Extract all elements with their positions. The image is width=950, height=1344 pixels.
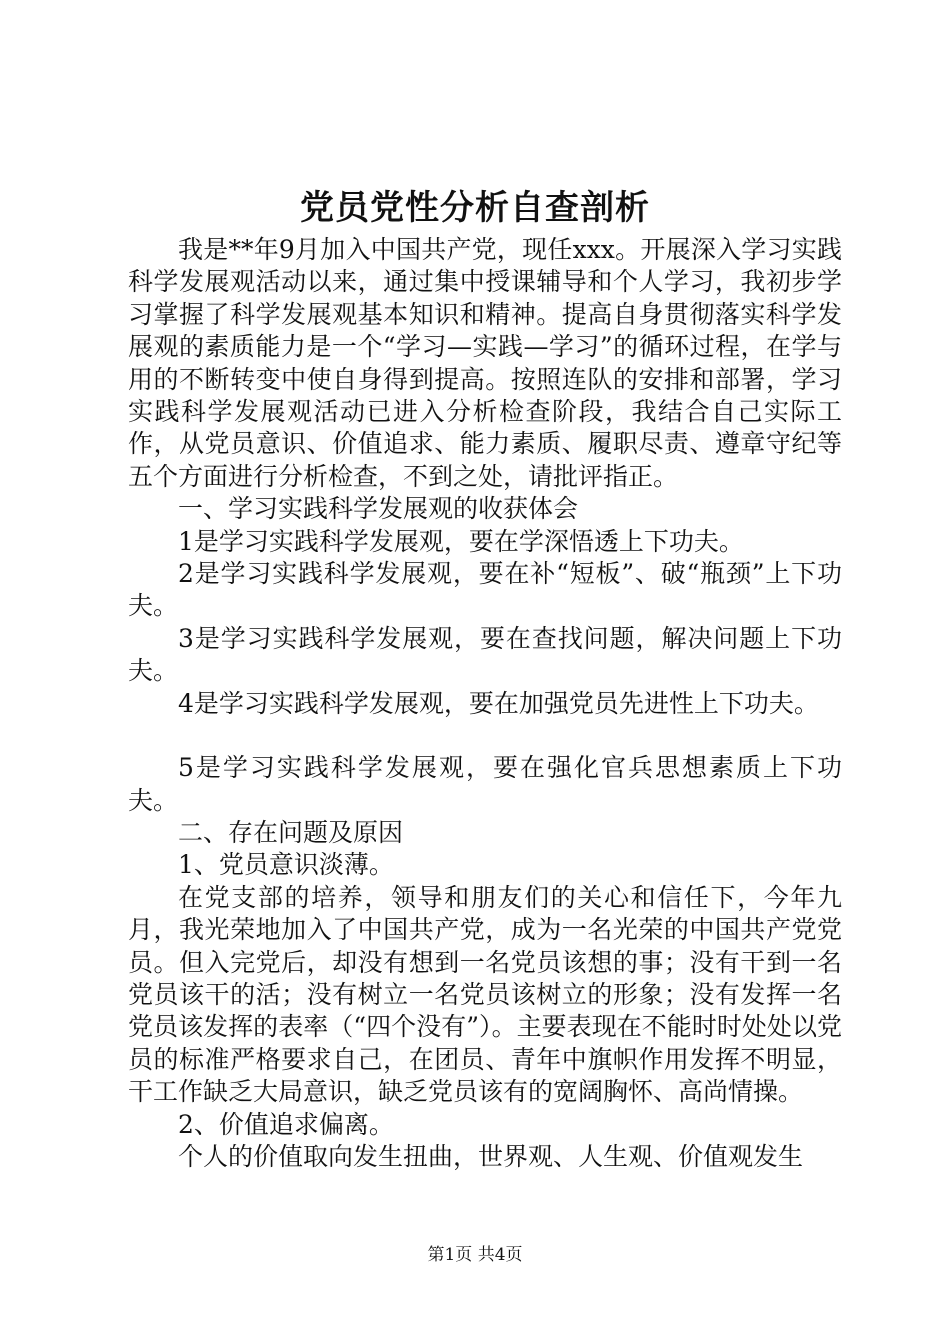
list-item: 3是学习实践科学发展观，要在查找问题，解决问题上下功夫。 [128, 623, 842, 686]
paragraph-intro: 我是**年9月加入中国共产党，现任xxx。开展深入学习实践科学发展观活动以来，通过集中授课辅导和个人学习，我初步学习掌握了科学发展观基本知识和精神。提高自身贯彻落实科学发展观的素质能力是一个“学习—实践—学习”的循环过程，在学与用的不断转变中使自身得到提高。按照连队的安排和部署，学习实践科学发展观活动已进入分析检查阶段，我结合自己实际工作，从党员意识、价值追求、能力素质、履职尽责、遵章守纪等五个方面进行分析检查，不到之处，请批评指正。 [128, 235, 842, 491]
list-item: 2是学习实践科学发展观，要在补“短板”、破“瓶颈”上下功夫。 [128, 559, 842, 621]
section-heading-1: 一、学习实践科学发展观的收获体会 [178, 494, 579, 524]
list-item: 5是学习实践科学发展观，要在强化官兵思想素质上下功夫。 [128, 753, 842, 815]
paragraph: 个人的价值取向发生扭曲，世界观、人生观、价值观发生 [178, 1141, 804, 1171]
document-title: 党员党性分析自查剖析 [300, 188, 650, 228]
page-footer: 第1页 共4页 [427, 1245, 523, 1265]
paragraph: 在党支部的培养，领导和朋友们的关心和信任下，今年九月，我光荣地加入了中国共产党，成为一名光荣的中国共产党党员。但入完党后，却没有想到一名党员该想的事；没有干到一名党员该干的活；没有树立一名党员该树立的形象；没有发挥一名党员该发挥的表率（“四个没有”）。主要表现在不能时时处处以党员的标准严格要求自己，在团员、青年中旗帜作用发挥不明显，干工作缺乏大局意识，缺乏党员该有的宽阔胸怀、高尚情操。 [128, 882, 842, 1107]
subheading: 2、价值追求偏离。 [178, 1109, 394, 1139]
document-body [128, 234, 842, 1173]
list-item: 4是学习实践科学发展观，要在加强党员先进性上下功夫。 [178, 688, 819, 718]
list-item: 1是学习实践科学发展观，要在学深悟透上下功夫。 [178, 526, 744, 556]
section-heading-2: 二、存在问题及原因 [178, 817, 404, 847]
subheading: 1、党员意识淡薄。 [178, 850, 394, 880]
